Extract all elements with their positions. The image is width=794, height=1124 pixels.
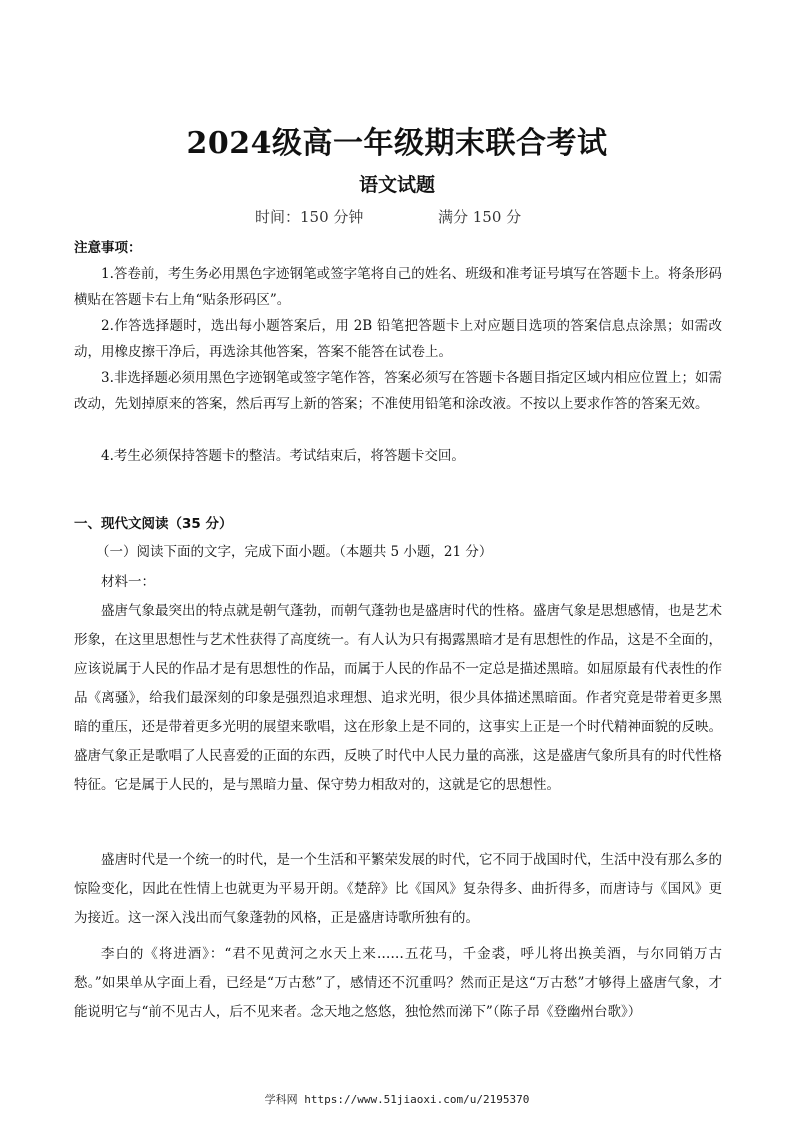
section-subheading: （一）阅读下面的文字，完成下面小题。（本题共 5 小题，21 分） xyxy=(96,544,493,560)
note-item-2: 2.作答选择题时，选出每小题答案后，用 2B 铅笔把答题卡上对应题目选项的答案信息点涂黑；如需改动，用橡皮擦干净后，再选涂其他答案，答案不能答在试卷上。 xyxy=(74,318,722,360)
section-heading: 一、现代文阅读（35 分） xyxy=(74,516,233,532)
exam-score: 满分 150 分 xyxy=(438,208,522,226)
article-paragraph-2: 盛唐时代是一个统一的时代，是一个生活和平繁荣发展的时代，它不同于战国时代，生活中没有那么多的惊险变化，因此在性情上也就更为平易开朗。《楚辞》比《国风》复杂得多、曲折得多，而唐诗与《国风》更为接近。这一深入浅出而气象蓬勃的风格，正是盛唐诗歌所独有的。 xyxy=(74,852,722,926)
article-paragraph-1: 盛唐气象最突出的特点就是朝气蓬勃，而朝气蓬勃也是盛唐时代的性格。盛唐气象是思想感情，也是艺术形象，在这里思想性与艺术性获得了高度统一。有人认为只有揭露黑暗才是有思想性的作品，这是不全面的，应该说属于人民的作品才是有思想性的作品，而属于人民的作品不一定总是描述黑暗。如屈原最有代表性的作品《离骚》，给我们最深刻的印象是强烈追求理想、追求光明，很少具体描述黑暗面。作者究竟是带着更多黑暗的重压，还是带着更多光明的展望来歌唱，这在形象上是不同的，这事实上正是一个时代精神面貌的反映。盛唐气象正是歌唱了人民喜爱的正面的东西，反映了时代中人民力量的高涨，这是盛唐气象所具有的时代性格特征。它是属于人民的，是与黑暗力量、保守势力相敌对的，这就是它的思想性。 xyxy=(74,603,722,793)
article-paragraph-3: 李白的《将进酒》：“君不见黄河之水天上来……五花马，千金裘，呼儿将出换美酒，与尔同销万古愁。”如果单从字面上看，已经是“万古愁”了，感情还不沉重吗？然而正是这“万古愁”才够得上盛唐气象，才能说明它与“前不见古人，后不见来者。念天地之悠悠，独怆然而涕下”（陈子昂《登幽州台歌》） xyxy=(74,946,722,1020)
note-item-1: 1.答卷前，考生务必用黑色字迹钢笔或签字笔将自己的姓名、班级和准考证号填写在答题卡上。将条形码横贴在答题卡右上角“贴条形码区”。 xyxy=(74,266,722,308)
material-label: 材料一： xyxy=(101,574,155,590)
exam-subtitle: 语文试题 xyxy=(358,174,435,196)
note-item-3: 3.非选择题必须用黑色字迹钢笔或签字笔作答，答案必须写在答题卡各题目指定区域内相应位置上；如需改动，先划掉原来的答案，然后再写上新的答案；不准使用铅笔和涂改液。不按以上要求作答的答案无效。 xyxy=(74,370,722,412)
footer-link[interactable]: 学科网 https://www.51jiaoxi.com/u/2195370 xyxy=(264,1093,530,1106)
notes-title: 注意事项： xyxy=(74,240,142,256)
exam-title: 2024级高一年级期末联合考试 xyxy=(186,126,608,161)
note-item-4: 4.考生必须保持答题卡的整洁。考试结束后，将答题卡交回。 xyxy=(101,448,465,464)
exam-time: 时间：150 分钟 xyxy=(255,208,364,226)
